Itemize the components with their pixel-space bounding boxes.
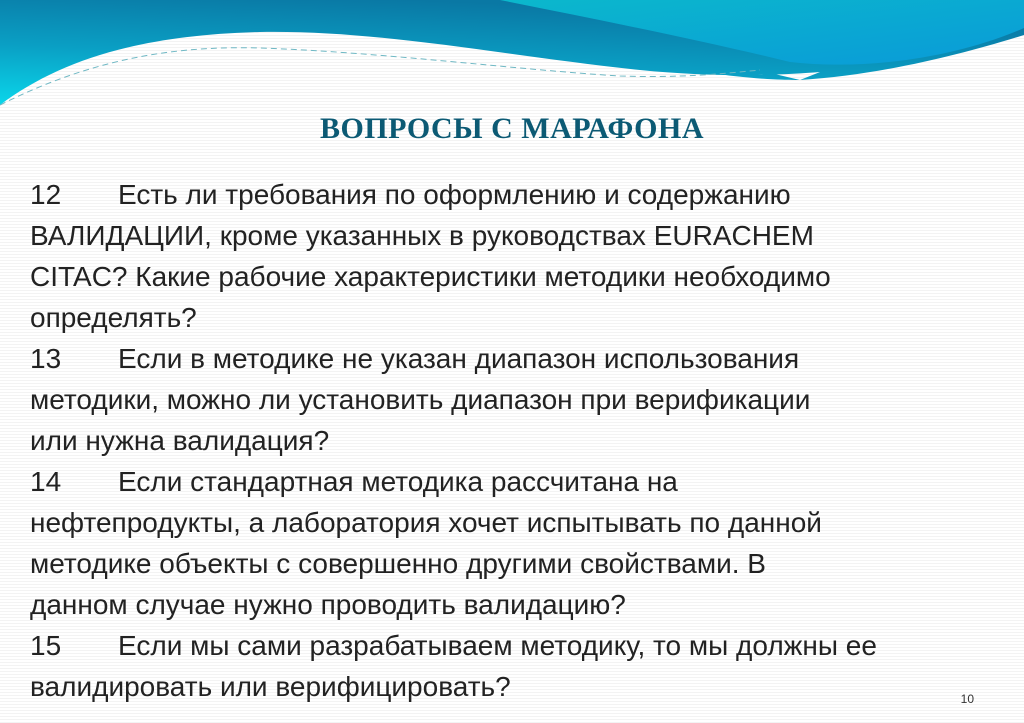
question-text-line: Если в методике не указан диапазон использования <box>118 343 800 374</box>
header-wave-decoration <box>0 0 1024 120</box>
question-number: 14 <box>30 466 62 497</box>
question-text-line: CITAC? Какие рабочие характеристики методики необходимо <box>30 261 831 292</box>
page-number: 10 <box>960 692 974 706</box>
question-text-line: определять? <box>30 302 197 333</box>
question-item <box>30 338 1010 461</box>
question-text-line: Если мы сами разрабатываем методику, то мы должны ее <box>118 630 877 661</box>
question-item <box>30 461 1010 625</box>
question-number: 12 <box>30 179 62 210</box>
question-text-line: данном случае нужно проводить валидацию? <box>30 589 626 620</box>
question-text-line: нефтепродукты, а лаборатория хочет испытывать по данной <box>30 507 822 538</box>
slide-title: ВОПРОСЫ С МАРАФОНА <box>319 112 705 145</box>
question-text-line: методике объекты с совершенно другими свойствами. В <box>30 548 766 579</box>
question-text-line: валидировать или верифицировать? <box>30 671 511 702</box>
question-text-line: Если стандартная методика рассчитана на <box>118 466 678 497</box>
question-text-line: ВАЛИДАЦИИ, кроме указанных в руководствах EURACHEM <box>30 220 814 251</box>
question-number: 15 <box>30 630 62 661</box>
question-text-line: методики, можно ли установить диапазон при верификации <box>30 384 811 415</box>
question-number: 13 <box>30 343 62 374</box>
questions-list <box>30 174 1010 707</box>
question-item <box>30 174 1010 338</box>
question-text-line: Есть ли требования по оформлению и содержанию <box>118 179 791 210</box>
question-item <box>30 625 1010 707</box>
question-text-line: или нужна валидация? <box>30 425 330 456</box>
